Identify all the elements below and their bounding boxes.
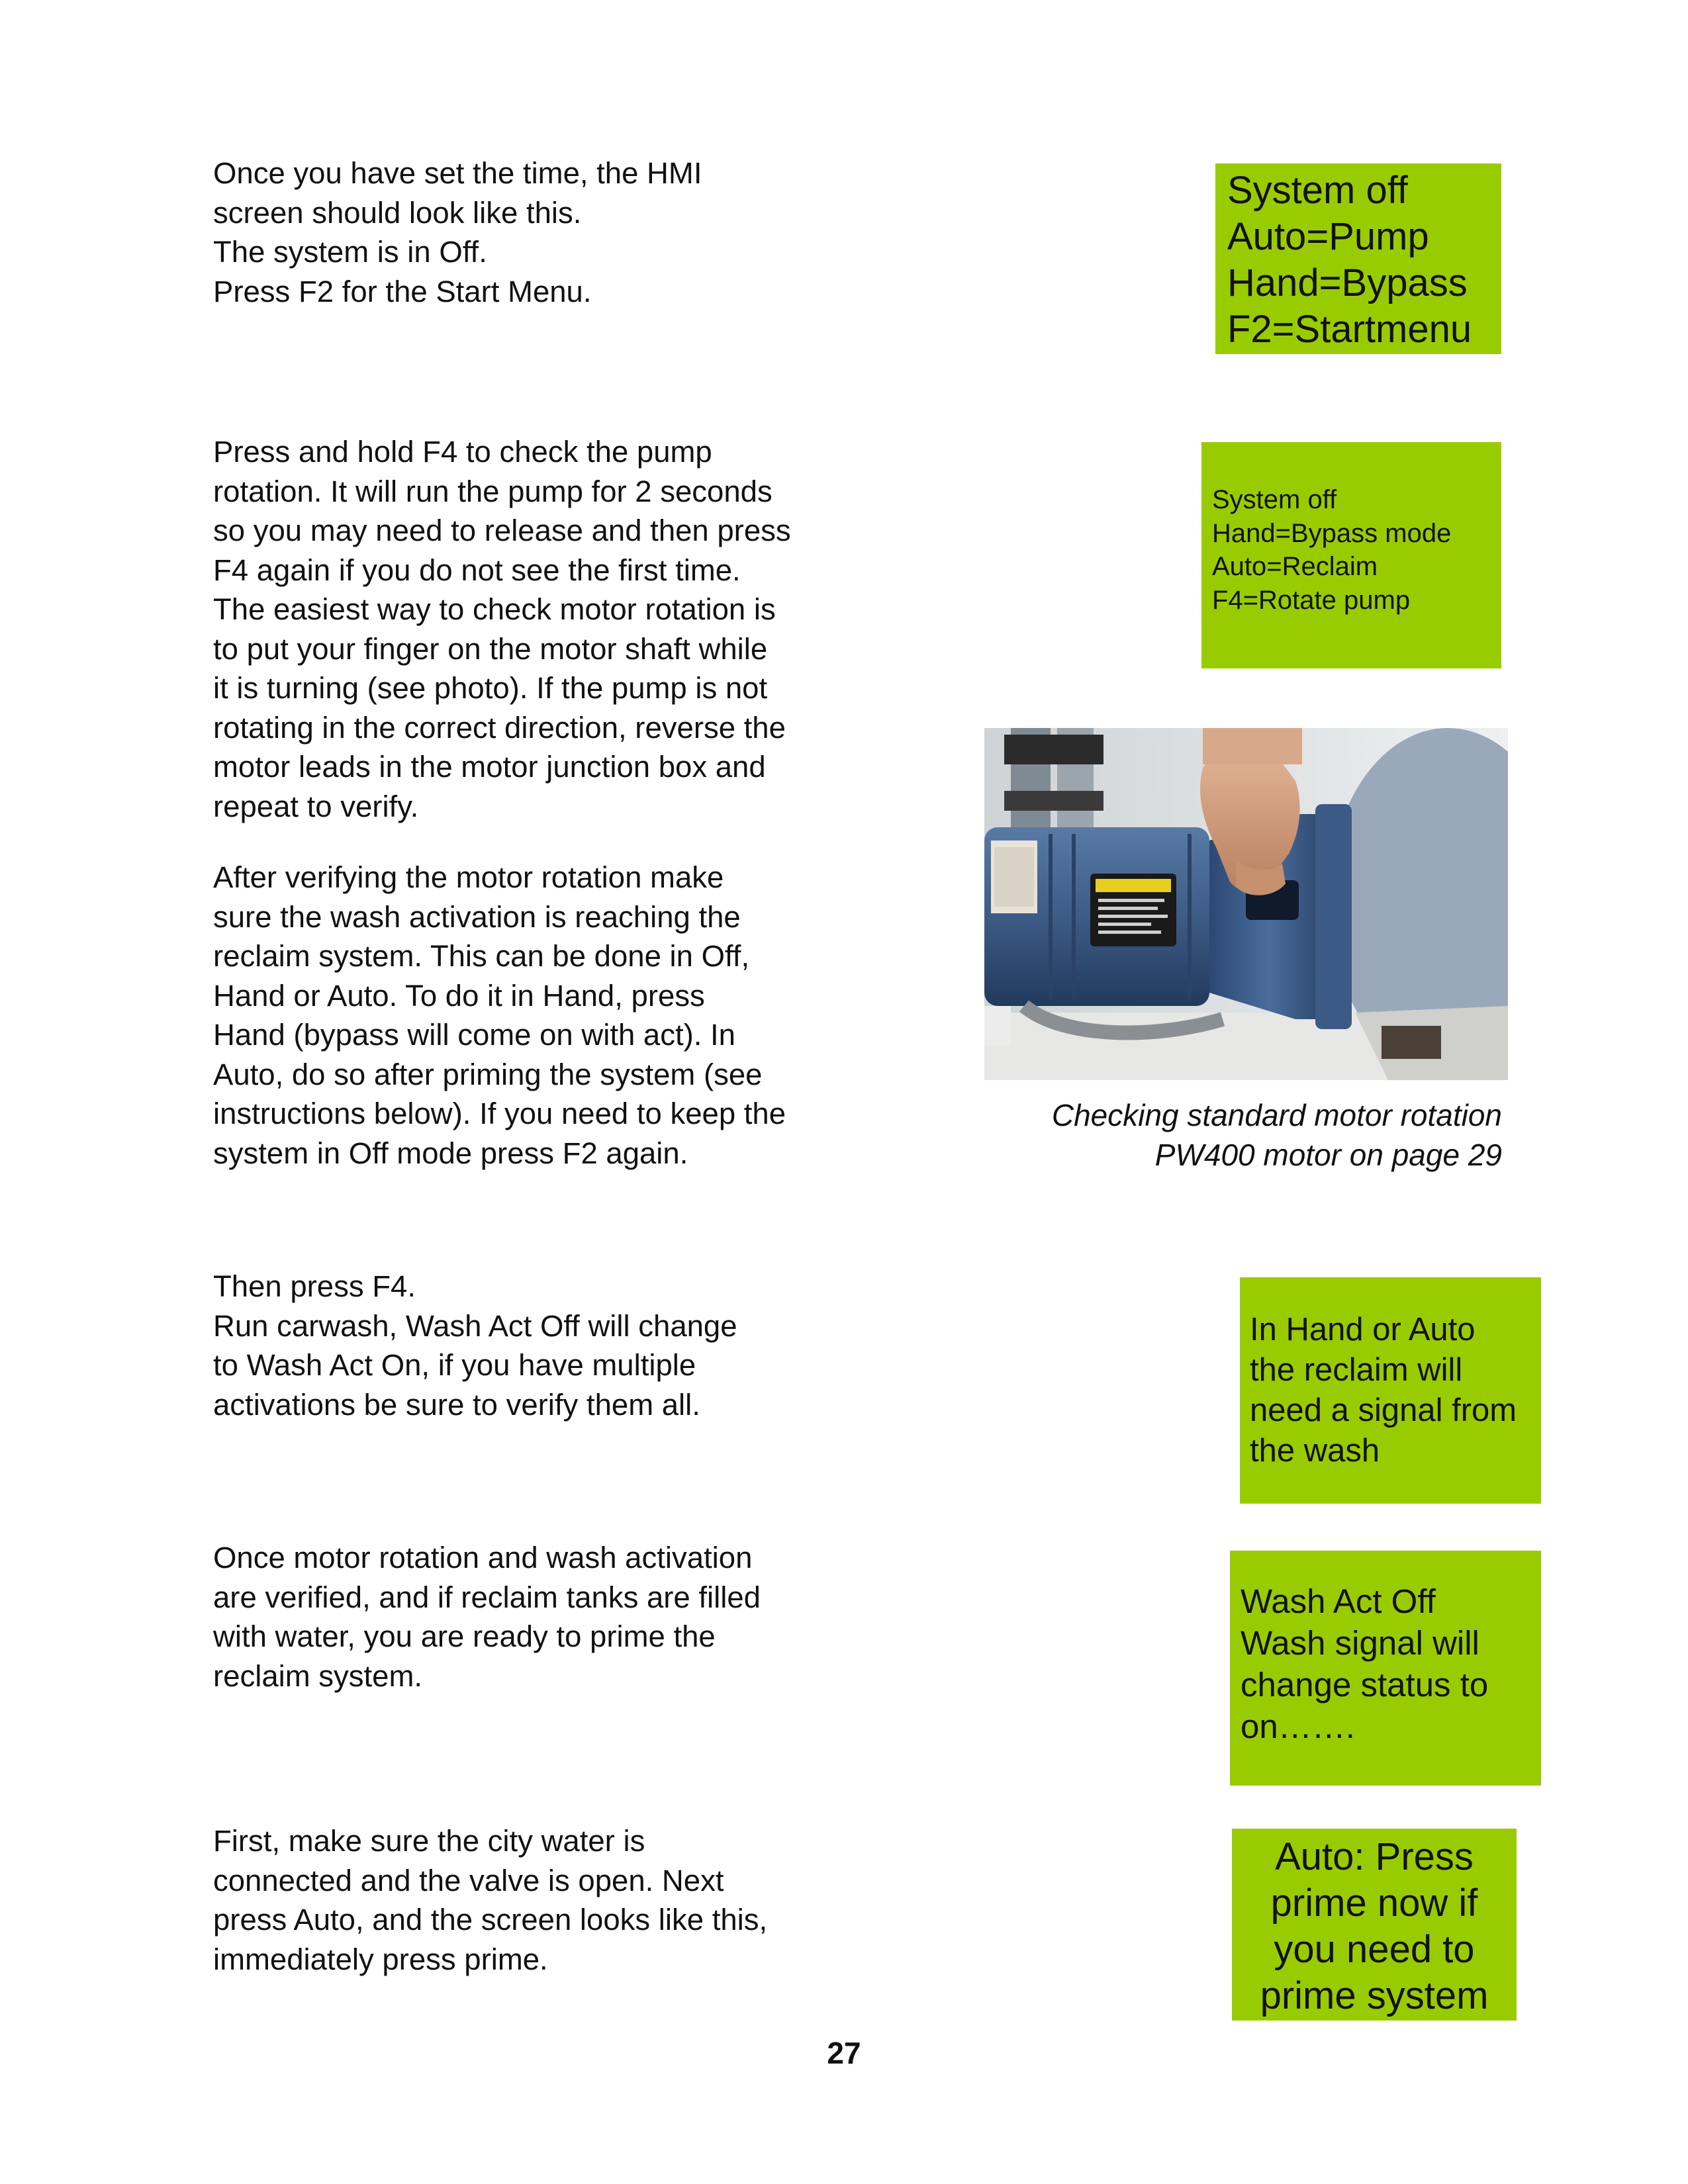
- text-line: press Auto, and the screen looks like this,: [213, 1903, 768, 1936]
- text-line: system in Off mode press F2 again.: [213, 1136, 688, 1170]
- hmi-line: on…….: [1241, 1707, 1355, 1745]
- caption-line: PW400 motor on page 29: [1154, 1138, 1502, 1172]
- text-line: with water, you are ready to prime the: [213, 1619, 716, 1653]
- hmi-line: Auto=Reclaim: [1212, 552, 1378, 581]
- hmi-line: Hand=Bypass mode: [1212, 518, 1452, 548]
- text-line: sure the wash activation is reaching the: [213, 899, 741, 934]
- photo-caption: [927, 1095, 1502, 1175]
- text-line: so you may need to release and then press: [213, 514, 791, 547]
- text-line: are verified, and if reclaim tanks are filled: [213, 1580, 761, 1614]
- hmi-line: F2=Startmenu: [1227, 308, 1472, 351]
- hmi-line: Wash Act Off: [1241, 1582, 1436, 1620]
- text-line: it is turning (see photo). If the pump is not: [213, 671, 768, 705]
- hmi-line: F4=Rotate pump: [1212, 585, 1411, 615]
- text-line: to Wash Act On, if you have multiple: [213, 1348, 696, 1382]
- text-line: Hand or Auto. To do it in Hand, press: [213, 978, 705, 1013]
- text-line: Hand (bypass will come on with act). In: [213, 1018, 735, 1052]
- hmi-screen-wash-act-off: [1230, 1551, 1541, 1786]
- text-line: rotation. It will run the pump for 2 seconds: [213, 474, 773, 508]
- hmi-screen-wash-signal-note: [1240, 1277, 1541, 1504]
- text-line: connected and the valve is open. Next: [213, 1863, 724, 1897]
- motor-rotation-photo: [984, 728, 1508, 1080]
- hmi-screen-rotate-pump: [1201, 442, 1501, 668]
- text-line: Then press F4.: [213, 1269, 416, 1303]
- hmi-screen-auto-prime: [1232, 1829, 1517, 2021]
- hmi-line: the reclaim will: [1250, 1352, 1463, 1388]
- hmi-line: Auto: Press: [1275, 1835, 1474, 1878]
- hmi-line: need a signal from: [1250, 1392, 1517, 1428]
- text-line: reclaim system. This can be done in Off,: [213, 939, 750, 973]
- text-line: immediately press prime.: [213, 1942, 548, 1976]
- text-line: Auto, do so after priming the system (see: [213, 1057, 763, 1091]
- caption-line: Checking standard motor rotation: [1051, 1098, 1502, 1132]
- hmi-line: the wash: [1250, 1433, 1380, 1469]
- text-line: Once you have set the time, the HMI: [213, 156, 702, 190]
- paragraph-ready-to-prime: [213, 1538, 875, 1696]
- text-line: Press F2 for the Start Menu.: [213, 274, 592, 308]
- text-line: Run carwash, Wash Act Off will change: [213, 1308, 737, 1343]
- text-line: rotating in the correct direction, reverse the: [213, 710, 786, 745]
- text-line: The system is in Off.: [213, 235, 487, 269]
- hmi-line: Wash signal will: [1241, 1624, 1479, 1662]
- text-line: motor leads in the motor junction box and: [213, 750, 766, 784]
- hmi-line: In Hand or Auto: [1250, 1312, 1476, 1347]
- hmi-line: you need to: [1274, 1928, 1475, 1971]
- hmi-line: prime now if: [1270, 1882, 1478, 1925]
- hmi-line: System off: [1227, 169, 1408, 212]
- text-line: F4 again if you do not see the first time.: [213, 553, 741, 587]
- text-line: The easiest way to check motor rotation is: [213, 592, 776, 626]
- paragraph-wash-activation: [213, 858, 875, 1173]
- text-line: reclaim system.: [213, 1659, 423, 1693]
- text-line: to put your finger on the motor shaft while: [213, 631, 768, 666]
- paragraph-press-f4: [213, 1267, 875, 1424]
- motor-photo-illustration: [984, 728, 1508, 1080]
- text-line: screen should look like this.: [213, 195, 582, 230]
- hmi-line: prime system: [1260, 1974, 1489, 2017]
- text-line: Once motor rotation and wash activation: [213, 1541, 753, 1574]
- text-line: repeat to verify.: [213, 789, 419, 823]
- paragraph-set-time: [213, 154, 875, 311]
- paragraph-pump-rotation: [213, 432, 875, 826]
- text-line: First, make sure the city water is: [213, 1824, 645, 1858]
- hmi-line: System off: [1212, 485, 1337, 514]
- text-line: After verifying the motor rotation make: [213, 860, 724, 894]
- paragraph-city-water: [213, 1821, 875, 1979]
- hmi-screen-system-off: [1215, 163, 1501, 354]
- text-line: instructions below). If you need to keep the: [213, 1097, 786, 1130]
- hmi-line: Hand=Bypass: [1227, 261, 1468, 304]
- text-line: activations be sure to verify them all.: [213, 1387, 700, 1422]
- text-line: Press and hold F4 to check the pump: [213, 435, 712, 469]
- hmi-line: Auto=Pump: [1227, 215, 1429, 258]
- hmi-line: change status to: [1241, 1666, 1489, 1704]
- page-number: 27: [827, 2036, 861, 2070]
